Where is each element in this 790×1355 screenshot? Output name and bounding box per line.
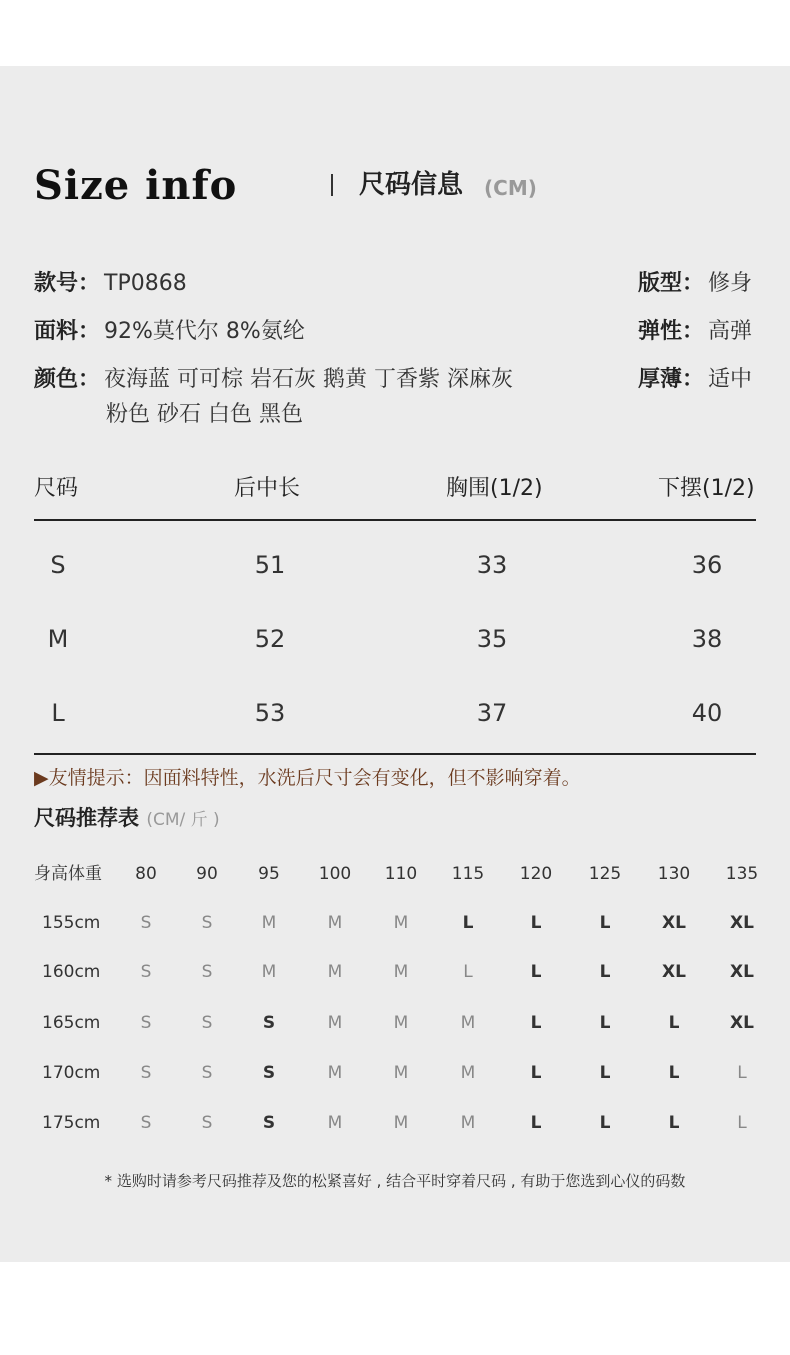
size-table-cell: M [47, 625, 69, 653]
recommend-weight-header: 130 [657, 864, 691, 884]
recommend-unit: (CM/ 斤 ) [146, 810, 220, 830]
recommend-weight-header: 95 [258, 864, 280, 884]
size-table-cell: L [51, 699, 65, 727]
size-table-cell: 40 [691, 699, 723, 727]
recommend-size-cell: L [599, 1063, 611, 1083]
recommend-size-cell: S [140, 962, 152, 982]
recommend-weight-header: 115 [451, 864, 485, 884]
size-table-header-back-length: 后中长 [234, 476, 301, 501]
recommend-size-cell: S [140, 1113, 152, 1133]
recommend-weight-header: 125 [588, 864, 622, 884]
fabric-value: 92%莫代尔 8%氨纶 [104, 319, 305, 344]
recommend-height-label: 175cm [42, 1113, 101, 1133]
size-table-header-chest: 胸围(1/2) [446, 476, 543, 501]
recommend-size-cell: M [393, 1063, 409, 1083]
color-values-line2: 粉色 砂石 白色 黑色 [106, 402, 303, 427]
recommend-weight-header: 80 [135, 864, 157, 884]
recommend-size-cell: M [393, 962, 409, 982]
recommend-size-cell: L [737, 1063, 747, 1083]
recommend-size-cell: M [393, 1013, 409, 1033]
size-table-cell: 53 [254, 699, 286, 727]
size-table-cell: 33 [476, 551, 508, 579]
recommend-size-cell: XL [662, 913, 686, 933]
recommend-title-text: 尺码推荐表 [34, 806, 139, 830]
recommend-title [34, 803, 220, 835]
recommend-size-cell: XL [730, 913, 754, 933]
size-table-cell: 36 [691, 551, 723, 579]
size-table-cell: 35 [476, 625, 508, 653]
title-unit: (CM) [484, 176, 537, 200]
recommend-height-label: 155cm [42, 913, 101, 933]
size-table-top-rule [34, 519, 756, 521]
color-label: 颜色 [34, 367, 79, 392]
recommend-size-cell: L [530, 962, 542, 982]
recommend-size-cell: M [460, 1113, 476, 1133]
size-table-cell: 38 [691, 625, 723, 653]
recommend-weight-header: 100 [318, 864, 352, 884]
recommend-size-cell: L [530, 1113, 542, 1133]
recommend-size-cell: M [460, 1063, 476, 1083]
recommend-size-cell: L [462, 913, 474, 933]
recommend-size-cell: XL [662, 962, 686, 982]
fit-label: 版型 [638, 271, 683, 296]
care-tip: ▶友情提示：因面料特性，水洗后尺寸会有变化，但不影响穿着。 [34, 767, 581, 789]
recommend-size-cell: M [327, 1113, 343, 1133]
fit-row: 版型： 修身 [638, 271, 753, 296]
recommend-size-cell: L [599, 1113, 611, 1133]
recommend-size-cell: L [668, 1063, 680, 1083]
recommend-size-cell: L [530, 913, 542, 933]
thickness-label: 厚薄 [638, 367, 683, 392]
color-values-line1: 夜海蓝 可可棕 岩石灰 鹅黄 丁香紫 深麻灰 [104, 367, 513, 392]
recommend-size-cell: S [262, 1113, 276, 1133]
recommend-size-cell: M [327, 913, 343, 933]
title-divider [331, 174, 333, 196]
recommend-size-cell: L [599, 962, 611, 982]
recommend-size-cell: M [261, 962, 277, 982]
recommend-size-cell: M [393, 913, 409, 933]
recommend-size-cell: M [393, 1113, 409, 1133]
fabric-row: 面料： 92%莫代尔 8%氨纶 [34, 319, 305, 344]
recommend-weight-header: 120 [519, 864, 553, 884]
recommend-weight-header: 110 [384, 864, 418, 884]
recommend-size-cell: S [140, 1063, 152, 1083]
recommend-size-cell: XL [730, 1013, 754, 1033]
recommend-size-cell: M [327, 1063, 343, 1083]
recommend-size-cell: M [327, 962, 343, 982]
recommend-corner-label: 身高体重 [34, 864, 102, 884]
size-table-header-hem: 下摆(1/2) [658, 476, 755, 501]
elasticity-label: 弹性 [638, 319, 683, 344]
recommend-size-cell: S [140, 913, 152, 933]
recommend-size-cell: L [463, 962, 473, 982]
recommend-height-label: 170cm [42, 1063, 101, 1083]
title-chinese: 尺码信息 [359, 170, 464, 200]
recommend-height-label: 160cm [42, 962, 101, 982]
size-table-cell: 51 [254, 551, 286, 579]
recommend-size-cell: M [460, 1013, 476, 1033]
recommend-size-cell: S [201, 1063, 213, 1083]
recommend-weight-header: 90 [196, 864, 218, 884]
size-table-cell: 52 [254, 625, 286, 653]
recommend-size-cell: S [201, 1013, 213, 1033]
recommend-size-cell: L [668, 1013, 680, 1033]
recommend-size-cell: L [668, 1113, 680, 1133]
elasticity-row: 弹性： 高弹 [638, 319, 753, 344]
thickness-value: 适中 [708, 367, 753, 392]
fit-value: 修身 [708, 271, 753, 296]
recommend-size-cell: S [201, 962, 213, 982]
size-table-bottom-rule [34, 753, 756, 755]
title-english: Size info [34, 162, 238, 209]
recommend-size-cell: L [599, 913, 611, 933]
size-table-cell: S [50, 551, 66, 579]
elasticity-value: 高弹 [708, 319, 753, 344]
recommend-size-cell: L [737, 1113, 747, 1133]
style-number-label: 款号 [34, 271, 79, 296]
recommend-size-cell: S [140, 1013, 152, 1033]
recommend-height-label: 165cm [42, 1013, 101, 1033]
footnote: * 选购时请参考尺码推荐及您的松紧喜好 , 结合平时穿着尺码 , 有助于您选到心仪的码数 [104, 1172, 686, 1190]
recommend-size-cell: S [201, 913, 213, 933]
recommend-size-cell: S [262, 1063, 276, 1083]
thickness-row: 厚薄： 适中 [638, 367, 753, 392]
recommend-size-cell: L [530, 1013, 542, 1033]
recommend-size-cell: S [262, 1013, 276, 1033]
recommend-size-cell: L [599, 1013, 611, 1033]
color-row: 颜色： 夜海蓝 可可棕 岩石灰 鹅黄 丁香紫 深麻灰 [34, 367, 513, 392]
size-table-header-size: 尺码 [34, 476, 79, 501]
recommend-size-cell: L [530, 1063, 542, 1083]
recommend-size-cell: XL [730, 962, 754, 982]
recommend-size-cell: M [327, 1013, 343, 1033]
recommend-weight-header: 135 [725, 864, 759, 884]
style-number-row: 款号： TP0868 [34, 271, 187, 296]
recommend-size-cell: S [201, 1113, 213, 1133]
size-table-cell: 37 [476, 699, 508, 727]
fabric-label: 面料 [34, 319, 79, 344]
recommend-size-cell: M [261, 913, 277, 933]
style-number-value: TP0868 [104, 271, 187, 296]
